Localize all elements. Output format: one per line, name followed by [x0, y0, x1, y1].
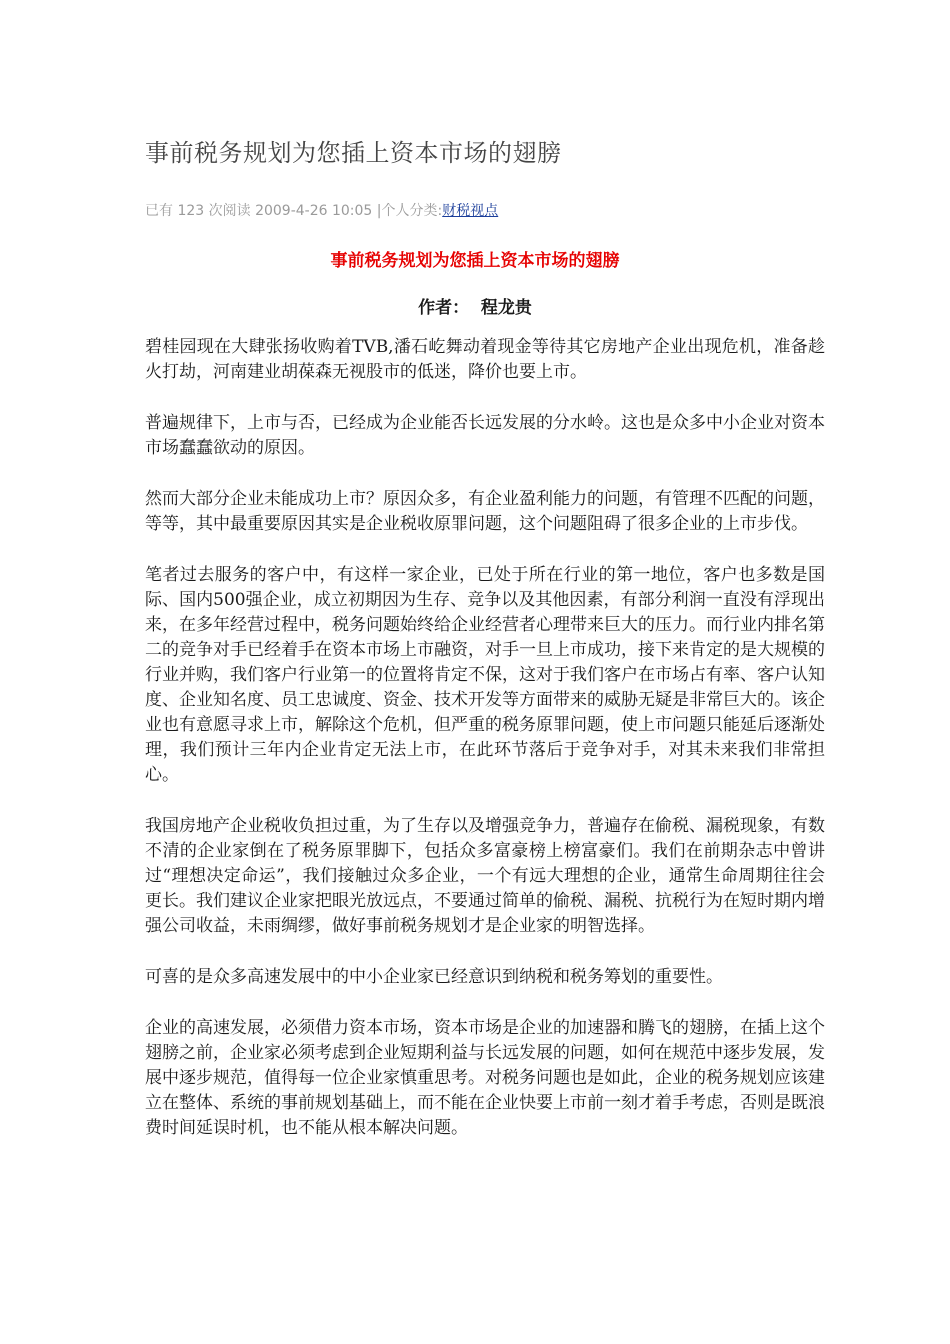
article-body: [145, 335, 825, 1167]
paragraph: 普遍规律下，上市与否，已经成为企业能否长远发展的分水岭。这也是众多中小企业对资本市场蠢蠢欲动的原因。: [145, 413, 825, 458]
paragraph: 我国房地产企业税收负担过重，为了生存以及增强竞争力，普遍存在偷税、漏税现象，有数不清的企业家倒在了税务原罪脚下，包括众多富豪榜上榜富豪们。我们在前期杂志中曾讲过“理想决定命运”，我们接触过众多企业，一个有远大理想的企业，通常生命周期往往会更长。我们建议企业家把眼光放远点，不要通过简单的偷税、漏税、抗税行为在短时期内增强公司收益，未雨绸缪，做好事前税务规划才是企业家的明智选择。: [145, 816, 825, 936]
category-link[interactable]: 财税视点: [442, 203, 499, 219]
paragraph: 笔者过去服务的客户中，有这样一家企业，已处于所在行业的第一地位，客户也多数是国际、国内500强企业，成立初期因为生存、竞争以及其他因素，有部分利润一直没有浮现出来，在多年经营过程中，税务问题始终给企业经营者心理带来巨大的压力。而行业内排名第二的竞争对手已经着手在资本市场上市融资，对手一旦上市成功，接下来肯定的是大规模的行业并购，我们客户行业第一的位置将肯定不保，这对于我们客户在市场占有率、客户认知度、企业知名度、员工忠诚度、资金、技术开发等方面带来的威胁无疑是非常巨大的。该企业也有意愿寻求上市，解除这个危机，但严重的税务原罪问题，使上市问题只能延后逐渐处理，我们预计三年内企业肯定无法上市，在此环节落后于竞争对手，对其未来我们非常担心。: [145, 565, 825, 785]
post-meta: [145, 200, 498, 220]
byline-label: 作者：: [418, 298, 470, 318]
blog-post-title: 事前税务规划为您插上资本市场的翅膀: [145, 139, 562, 167]
post-meta-text: 已有 123 次阅读 2009-4-26 10:05 |个人分类:: [145, 203, 443, 219]
paragraph: 然而大部分企业未能成功上市？原因众多，有企业盈利能力的问题，有管理不匹配的问题，等等，其中最重要原因其实是企业税收原罪问题，这个问题阻碍了很多企业的上市步伐。: [145, 489, 825, 534]
article-title: 事前税务规划为您插上资本市场的翅膀: [330, 251, 620, 271]
byline-author: 程龙贵: [480, 298, 532, 318]
paragraph: 碧桂园现在大肆张扬收购着TVB,潘石屹舞动着现金等待其它房地产企业出现危机，准备趁火打劫，河南建业胡葆森无视股市的低迷，降价也要上市。: [145, 337, 825, 382]
byline: [0, 293, 950, 318]
paragraph: 企业的高速发展，必须借力资本市场，资本市场是企业的加速器和腾飞的翅膀，在插上这个翅膀之前，企业家必须考虑到企业短期利益与长远发展的问题，如何在规范中逐步发展，发展中逐步规范，值得每一位企业家慎重思考。对税务问题也是如此，企业的税务规划应该建立在整体、系统的事前规划基础上，而不能在企业快要上市前一刻才着手考虑，否则是既浪费时间延误时机，也不能从根本解决问题。: [145, 1018, 825, 1138]
paragraph: 可喜的是众多高速发展中的中小企业家已经意识到纳税和税务筹划的重要性。: [145, 967, 723, 987]
